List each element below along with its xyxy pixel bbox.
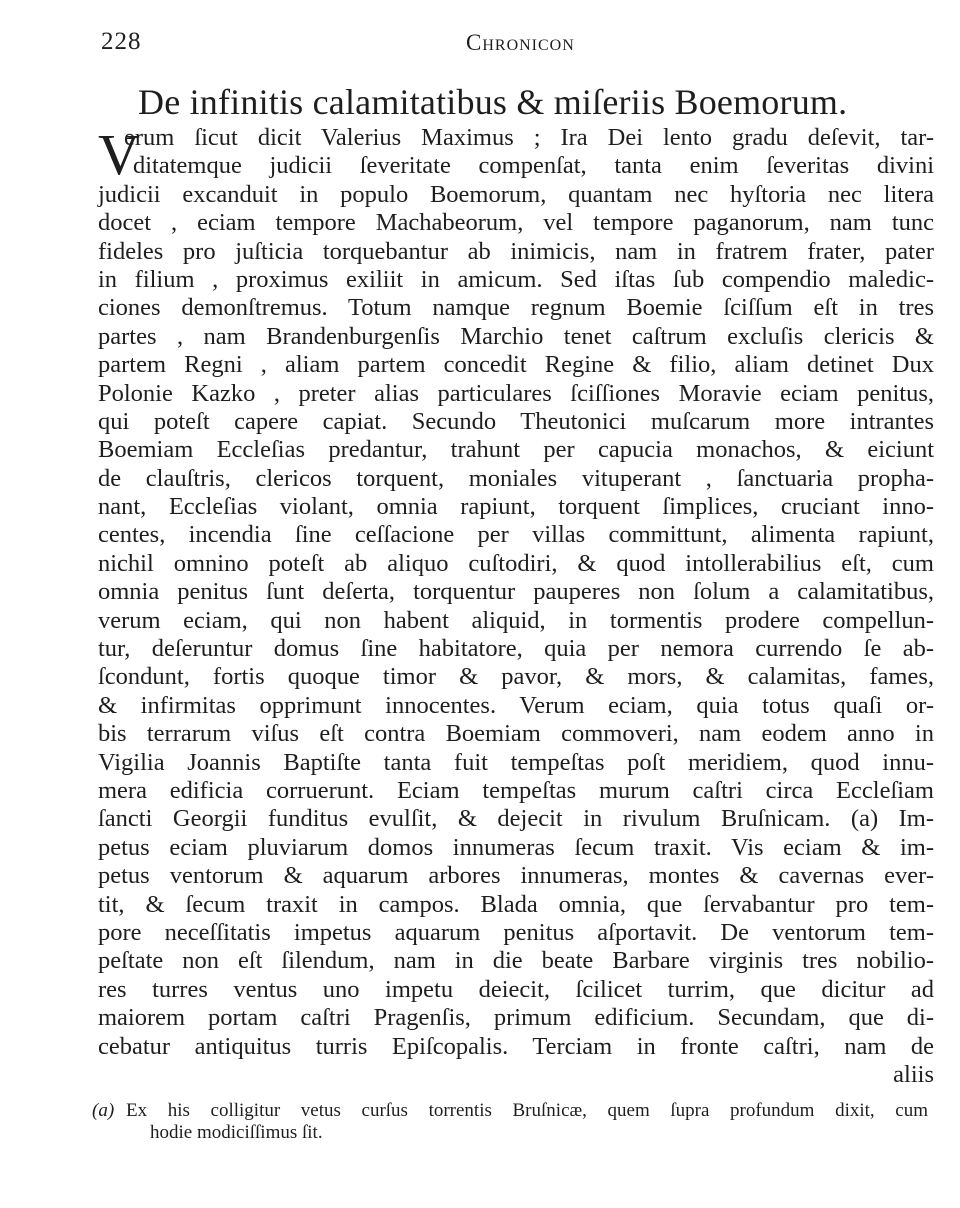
text-line: qui poteſt capere capiat. Secundo Theutonici muſcarum more intrantes bbox=[98, 407, 934, 435]
footnote-text-1: Ex his colligitur vetus curſus torrentis Bruſnicæ, quem ſupra profundum dixit, cum bbox=[126, 1100, 928, 1121]
text-line: cebatur antiquitus turris Epiſcopalis. Terciam in fronte caſtri, nam de bbox=[98, 1032, 934, 1060]
footnote bbox=[92, 1100, 928, 1144]
text-line: omnia penitus ſunt deſerta, torquentur pauperes non ſolum a calamitatibus, bbox=[98, 578, 934, 606]
running-head: Chronicon bbox=[466, 30, 575, 55]
text-line: ſancti Georgii funditus evulſit, & dejecit in rivulum Bruſnicam. (a) Im- bbox=[98, 805, 934, 833]
text-line: judicii excanduit in populo Boemorum, quantam nec hyſtoria nec litera bbox=[98, 180, 934, 208]
text-line: fideles pro juſticia torquebantur ab inimicis, nam in fratrem frater, pater bbox=[98, 237, 934, 265]
text-line: docet , eciam tempore Machabeorum, vel tempore paganorum, nam tunc bbox=[98, 209, 934, 237]
text-line: Polonie Kazko , preter alias particulares ſciſſiones Moravie eciam penitus, bbox=[98, 379, 934, 407]
text-line: bis terrarum viſus eſt contra Boemiam commoveri, nam eodem anno in bbox=[98, 720, 934, 748]
text-line: verum eciam, qui non habent aliquid, in tormentis prodere compellun- bbox=[98, 606, 934, 634]
text-line: petus ventorum & aquarum arbores innumeras, montes & cavernas ever- bbox=[98, 862, 934, 890]
text-line: de clauſtris, clericos torquent, moniales vituperant , ſanctuaria propha- bbox=[98, 464, 934, 492]
catchword: aliis bbox=[893, 1060, 934, 1088]
text-line: tit, & ſecum traxit in campos. Blada omnia, que ſervabantur pro tem- bbox=[98, 890, 934, 918]
footnote-mark: (a) bbox=[92, 1100, 115, 1121]
text-line: ciones demonſtremus. Totum namque regnum Boemie ſciſſum eſt in tres bbox=[98, 294, 934, 322]
chapter-title: De infinitis calamitatibus & miſeriis Boemorum. bbox=[138, 82, 848, 122]
text-line: partem Regni , aliam partem concedit Regine & filio, aliam detinet Dux bbox=[98, 351, 934, 379]
text-line: centes, incendia ſine ceſſacione per villas committunt, alimenta rapiunt, bbox=[98, 521, 934, 549]
text-line: petus eciam pluviarum domos innumeras ſecum traxit. Vis eciam & im- bbox=[98, 833, 934, 861]
text-line: ditatemque judicii ſeveritate compenſat, tanta enim ſeveritas divini bbox=[133, 152, 934, 180]
text-line: in filium , proximus exiliit in amicum. Sed iſtas ſub compendio maledic- bbox=[98, 265, 934, 293]
text-line: mera edificia corruerunt. Eciam tempeſtas murum caſtri circa Eccleſiam bbox=[98, 776, 934, 804]
text-line: erum ſicut dicit Valerius Maximus ; Ira Dei lento gradu deſevit, tar- bbox=[124, 124, 934, 151]
text-line: tur, deſeruntur domus ſine habitatore, quia per nemora currendo ſe ab- bbox=[98, 635, 934, 663]
footnote-line: hodie modiciſſimus ſit. bbox=[150, 1122, 323, 1143]
text-line: res turres ventus uno impetu deiecit, ſcilicet turrim, que dicitur ad bbox=[98, 975, 934, 1003]
text-line: nant, Eccleſias violant, omnia rapiunt, torquent ſimplices, cruciant inno- bbox=[98, 493, 934, 521]
text-line: ſcondunt, fortis quoque timor & pavor, & mors, & calamitas, fames, bbox=[98, 663, 934, 691]
drop-cap: V bbox=[98, 122, 140, 187]
text-line: maiorem portam caſtri Pragenſis, primum edificium. Secundam, que di- bbox=[98, 1004, 934, 1032]
text-line: Boemiam Eccleſias predantur, trahunt per capucia monachos, & eiciunt bbox=[98, 436, 934, 464]
footnote-line bbox=[92, 1100, 928, 1122]
text-line: Vigilia Joannis Baptiſte tanta fuit tempeſtas poſt meridiem, quod innu- bbox=[98, 748, 934, 776]
text-line: peſtate non eſt ſilendum, nam in die beate Barbare virginis tres nobilio- bbox=[98, 947, 934, 975]
page-number: 228 bbox=[101, 28, 142, 55]
text-line: pore neceſſitatis impetus aquarum penitus aſportavit. De ventorum tem- bbox=[98, 918, 934, 946]
text-line: nichil omnino poteſt ab aliquo cuſtodiri, & quod intollerabilius eſt, cum bbox=[98, 549, 934, 577]
text-line: partes , nam Brandenburgenſis Marchio tenet caſtrum excluſis clericis & bbox=[98, 322, 934, 350]
text-line: & infirmitas opprimunt innocentes. Verum eciam, quia totus quaſi or- bbox=[98, 691, 934, 719]
body-text bbox=[98, 124, 934, 1089]
